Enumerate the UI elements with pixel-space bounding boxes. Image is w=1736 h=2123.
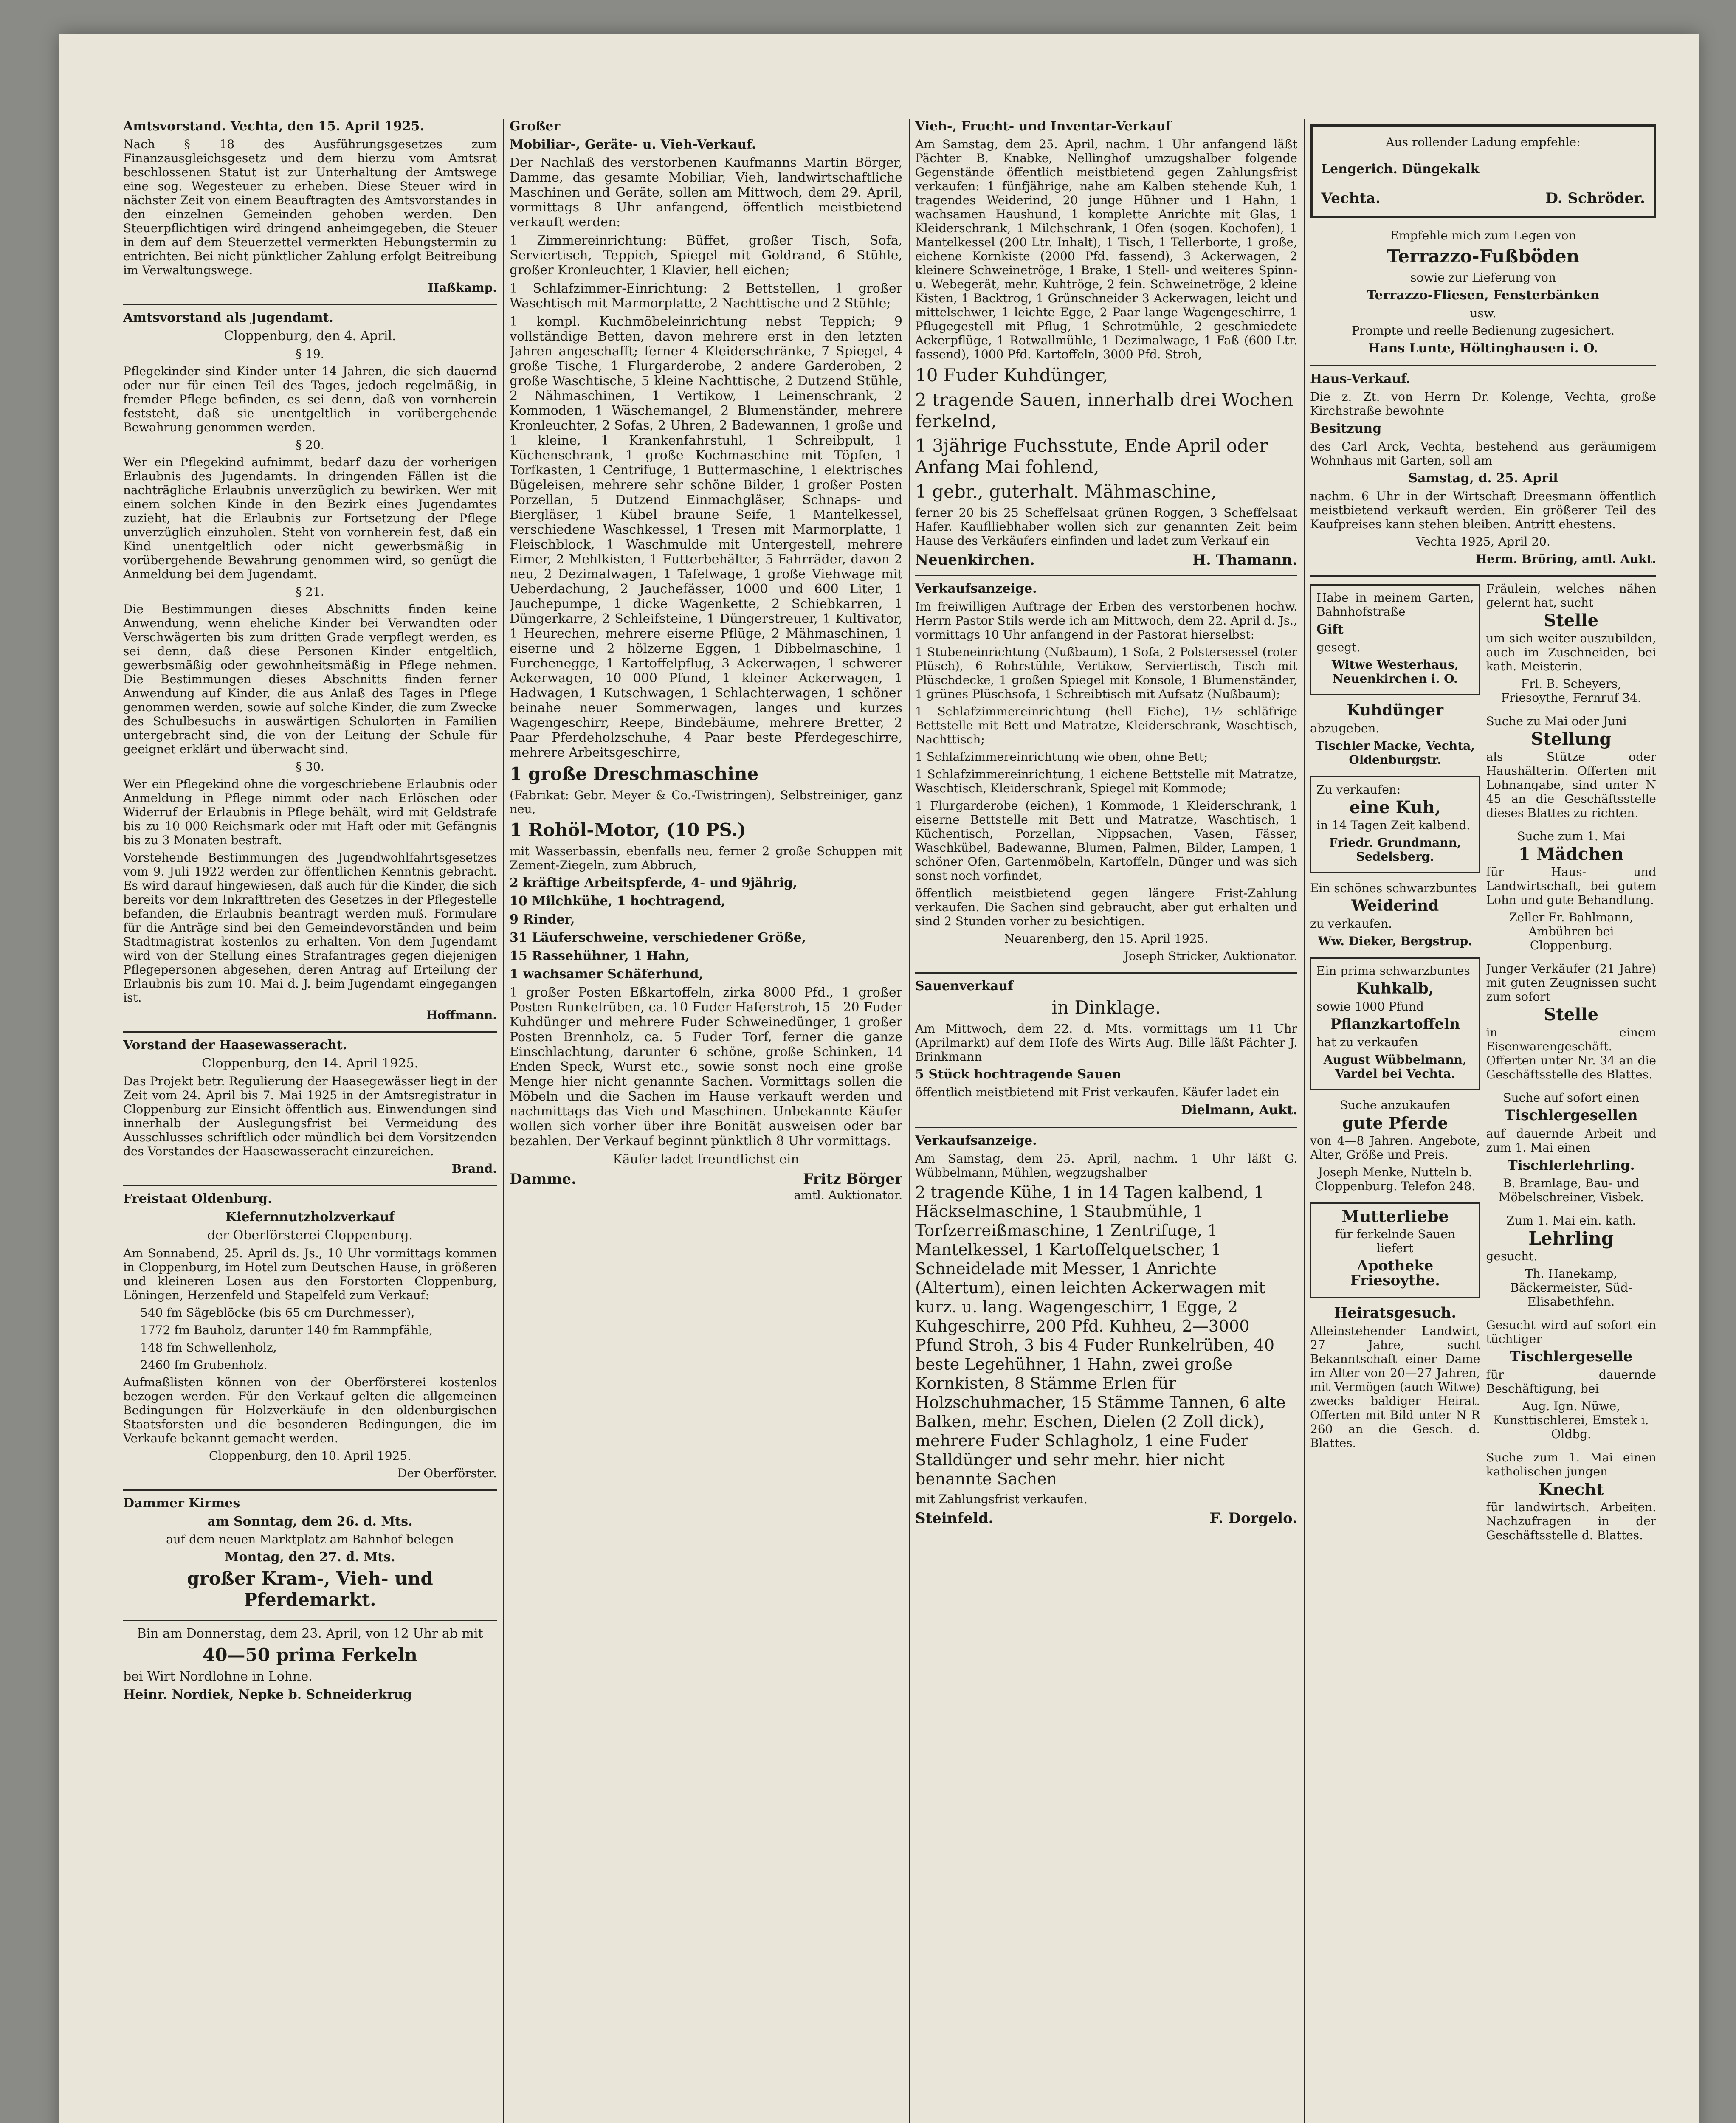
ad-signature: Joseph Menke, Nutteln b. Cloppenburg. Telefon 248. <box>1315 1165 1476 1193</box>
ad-signature: Friedr. Grundmann, Sedelsberg. <box>1329 836 1461 864</box>
ad-signature: Aug. Ign. Nüwe, Kunsttischlerei, Emstek i. Oldbg. <box>1494 1399 1649 1441</box>
divider <box>123 1489 497 1491</box>
ad-signature: Frl. B. Scheyers, Friesoythe, Fernruf 34. <box>1501 677 1641 705</box>
notice-date: Cloppenburg, den 4. April. <box>224 329 396 344</box>
ad-body: Der Nachlaß des verstorbenen Kaufmanns Martin Börger, Damme, das gesamte Mobiliar, Vieh, landwirtschaftliche Maschinen und Geräte, sollen am Mittwoch, dem 29. April, vormittags 8 Uhr anfangend, öffentlich meistbietend verkauft werden: <box>510 155 902 230</box>
ad-line: gesegt. <box>1316 640 1361 654</box>
divider <box>123 1031 497 1033</box>
ad-place: Neuenkirchen. <box>915 552 1035 569</box>
highlight-item: Lehrling <box>1528 1228 1614 1249</box>
highlight-item: 1 Rohöl-Motor, (10 PS.) <box>510 819 746 840</box>
ad-title: Mobiliar-, Geräte- u. Vieh-Verkauf. <box>510 137 756 152</box>
ad-line: Bin am Donnerstag, dem 23. April, von 12 Uhr ab mit <box>137 1626 483 1641</box>
ad-body: für Haus- und Landwirtschaft, bei gutem Lohn und gute Behandlung. <box>1486 865 1656 907</box>
ad-title: Terrazzo-Fußböden <box>1387 246 1580 267</box>
ad-holzverkauf <box>123 1191 497 1484</box>
list-item: 1 Zimmereinrichtung: Büffet, großer Tisch, Sofa, Serviertisch, Teppich, Spiegel mit Goldrand, 6 Stühle, großer Kronleuchter, 1 Klavier, hell eichen; <box>510 233 902 278</box>
highlight-item: 9 Rinder, <box>510 912 575 927</box>
highlight-item: 1 Mädchen <box>1518 844 1624 864</box>
ad-body: um sich weiter auszubilden, auch im Zuschneiden, bei kath. Meisterin. <box>1486 631 1656 673</box>
ad-title: Sauenverkauf <box>915 979 1014 994</box>
ad-line: 40—50 prima Ferkeln <box>203 1644 417 1665</box>
list-item: 1 Stubeneinrichtung (Nußbaum), 1 Sofa, 2 Polstersessel (roter Plüsch), 6 Rohrstühle, Vertikow, Serviertisch, Tisch mit Plüschdecke, 1 großen Spiegel mit Konsole, 1 Blumenständer, 1 grünes Plüschsofa, 1 Schreibtisch mit Aufsatz (Nußbaum); <box>915 645 1297 701</box>
section-heading: § 19. <box>296 347 324 361</box>
ad-title: Freistaat Oldenburg. <box>123 1191 272 1206</box>
ad-signature-row <box>915 551 1297 569</box>
highlight-item: Kuhdünger <box>1347 703 1443 719</box>
ad-date: Neuarenberg, den 15. April 1925. <box>1004 932 1209 946</box>
ad-line: hat zu verkaufen <box>1316 1035 1418 1049</box>
highlight-item: 1 große Dreschmaschine <box>510 763 759 784</box>
ad-line: Suche auf sofort einen <box>1503 1091 1640 1105</box>
ad-signature: Witwe Westerhaus, Neuenkirchen i. O. <box>1331 658 1459 686</box>
ad-tischlergesellen <box>1486 1091 1657 1208</box>
highlight-item: 2 tragende Sauen, innerhalb drei Wochen ferkelnd, <box>915 389 1294 431</box>
divider <box>915 972 1297 974</box>
highlight-item: Tischlergeselle <box>1510 1348 1633 1365</box>
column-2 <box>510 119 902 2123</box>
ad-body: öffentlich meistbietend gegen längere Frist-Zahlung verkaufen. Die Sachen sind gebraucht, aber gut erhalten und sind 2 Stunden vorher zu besichtigen. <box>915 886 1297 928</box>
notice-heading: Vorstand der Haasewasseracht. <box>123 1038 347 1053</box>
ad-sauenverkauf <box>915 979 1297 1121</box>
ad-line: gesucht. <box>1486 1249 1538 1263</box>
ad-dammer-kirmes <box>123 1496 497 1614</box>
ad-signature-row <box>915 1509 1297 1527</box>
ad-body: nachm. 6 Uhr in der Wirtschaft Dreesmann öffentlich meistbietend verkauft werden. Ein größerer Teil des Kaufpreises kann stehen bleiben. Antritt ehestens. <box>1310 489 1656 531</box>
small-ads-right <box>1486 582 1657 1551</box>
ad-subtitle: Kiefernnutzholzverkauf <box>225 1210 395 1225</box>
column-4 <box>1310 119 1656 2123</box>
ad-inventar-verkauf <box>915 119 1297 569</box>
notice-body: Nach § 18 des Ausführungsgesetzes zum Finanzausgleichsgesetz und dem hierzu vom Amtsrat beschlossenen Statut ist zur Unterhaltung der Amtswege eine sog. Wegesteuer zu erheben. Diese Steuer wird in nächster Zeit von einem Beauftragten des Amtsvorstandes in den einzelnen Gemeinden gehoben werden. Den Steuerpflichtigen wird dringend anheimgegeben, die Steuer in dem auf dem Steuerzettel vermerkten Hebungstermin zu entrichten. Bei nicht pünktlicher Zahlung erfolgt Beitreibung im Verwaltungswege. <box>123 137 497 277</box>
ad-signature: Th. Hanekamp, Bäckermeister, Süd-Elisabethfehn. <box>1510 1267 1632 1309</box>
ad-line: Junger Verkäufer (21 Jahre) mit guten Zeugnissen sucht zum sofort <box>1486 962 1656 1004</box>
ad-heiratsgesuch <box>1310 1306 1480 1453</box>
ad-body: ferner 20 bis 25 Scheffelsaat grünen Roggen, 3 Scheffelsaat Hafer. Kauflliebhaber wollen sich zur genannten Zeit beim Hause des Verkäufers einfinden und ladet zum Verkauf ein <box>915 506 1297 548</box>
ad-signature: Hans Lunte, Höltinghausen i. O. <box>1368 341 1598 356</box>
section-text: Wer ein Pflegekind aufnimmt, bedarf dazu der vorherigen Erlaubnis des Jugendamts. In dringenden Fällen ist die nachträgliche Erlaubnis unverzüglich zu bewirken. Wer mit einem solchen Kinde in den Bezirk eines Jugendamtes zuzieht, hat die Erlaubnis zur Fortsetzung der Pflege unverzüglich einzuholen. Steht von vornherein fest, daß ein Kind unentgeltlich oder nicht gewerbsmäßig in vorübergehende Bewahrung genommen wird, so genügt die Anmeldung bei dem Jugendamt. <box>123 455 497 581</box>
ad-tischlergeselle <box>1486 1318 1657 1444</box>
ad-line: am Sonntag, dem 26. d. Mts. <box>207 1514 413 1529</box>
divider <box>123 1620 497 1621</box>
ad-mobiliar-verkauf <box>510 119 902 1205</box>
column-1 <box>123 119 497 2123</box>
notice-haasewasseracht <box>123 1038 497 1179</box>
ad-terrazzo <box>1310 228 1656 359</box>
highlight-item: 5 Stück hochtragende Sauen <box>915 1067 1122 1082</box>
ad-lehrling <box>1486 1214 1657 1312</box>
ad-line: sowie 1000 Pfund <box>1316 1000 1424 1014</box>
section-text: Pflegekinder sind Kinder unter 14 Jahren, die sich dauernd oder nur für einen Teil des Tages, jedoch regelmäßig, in fremder Pflege befinden, es sei denn, daß von vornherein feststeht, daß sie unentgeltlich in vorübergehende Bewahrung genommen werden. <box>123 364 497 434</box>
highlight-item: Weiderind <box>1351 897 1439 915</box>
column-rule <box>909 119 910 2123</box>
ad-signature: Herm. Bröring, amtl. Aukt. <box>1475 552 1656 566</box>
ad-body: auf dauernde Arbeit und zum 1. Mai einen <box>1486 1126 1656 1154</box>
ad-title: Lengerich. Düngekalk <box>1321 162 1480 177</box>
ad-kuhkalb <box>1310 957 1480 1090</box>
ad-title: Haus-Verkauf. <box>1310 372 1411 386</box>
ad-body: des Carl Arck, Vechta, bestehend aus geräumigem Wohnhaus mit Garten, soll am <box>1310 439 1656 467</box>
ad-body: von 4—8 Jahren. Angebote, Alter, Größe und Preis. <box>1310 1134 1480 1162</box>
ad-signature: Heinr. Nordiek, Nepke b. Schneiderkrug <box>123 1687 412 1702</box>
ad-signature: Tischler Macke, Vechta, Oldenburgstr. <box>1315 739 1475 767</box>
ad-signature: Der Oberförster. <box>397 1466 497 1480</box>
highlight-item: Pflanzkartoffeln <box>1330 1016 1460 1033</box>
ad-line: Gesucht wird auf sofort ein tüchtiger <box>1486 1318 1656 1346</box>
small-ads-grid <box>1310 582 1656 1551</box>
highlight-item: Mutterliebe <box>1341 1207 1449 1226</box>
ad-line: Fräulein, welches nähen gelernt hat, sucht <box>1486 582 1656 610</box>
ad-body: Am Sonnabend, 25. April ds. Js., 10 Uhr vormittags kommen in Cloppenburg, im Hotel zum Deutschen Hause, in größeren und kleineren Losen aus den Forstorten Cloppenburg, Löningen, Herzenfeld und Stapelfeld zum Verkauf: <box>123 1246 497 1302</box>
column-rule <box>503 119 504 2123</box>
ad-body: in einem Eisenwarengeschäft. Offerten unter Nr. 34 an die Geschäftsstelle des Blattes. <box>1486 1025 1656 1081</box>
ad-verkaufsanzeige-muehlen <box>915 1133 1297 1527</box>
divider <box>123 1185 497 1186</box>
ad-mutterliebe <box>1310 1202 1480 1298</box>
ad-line: Zum 1. Mai ein. kath. <box>1506 1214 1636 1228</box>
notice-date: Cloppenburg, den 14. April 1925. <box>201 1056 419 1071</box>
ad-stelle-naeherin <box>1486 582 1657 708</box>
notice-signature: Brand. <box>451 1162 497 1176</box>
highlight-item: Knecht <box>1539 1480 1604 1499</box>
ad-line: großer Kram-, Vieh- und Pferdemarkt. <box>187 1568 433 1610</box>
ad-signature: F. Dorgelo. <box>1209 1510 1297 1527</box>
ad-stelle-verkaeufer <box>1486 962 1657 1085</box>
highlight-item: Stellung <box>1531 729 1612 749</box>
ad-signature-title: amtl. Auktionator. <box>794 1188 902 1202</box>
ad-body: Im freiwilligen Auftrage der Erben des verstorbenen hochw. Herrn Pastor Stils werde ich am Mittwoch, dem 22. April d. Js., vormittags 10 Uhr anfangend in der Pastorat hierselbst: <box>915 600 1297 642</box>
ad-line: bei Wirt Nordlohne in Lohne. <box>123 1669 313 1684</box>
ad-signature: Fritz Börger <box>803 1171 902 1188</box>
ad-subtitle: in Dinklage. <box>1051 997 1161 1018</box>
divider <box>123 304 497 305</box>
divider <box>1310 365 1656 366</box>
ad-signature: H. Thamann. <box>1192 552 1297 569</box>
ad-pferde <box>1310 1098 1480 1197</box>
ad-weiderind <box>1310 881 1480 952</box>
ad-line: Habe in meinem Garten, Bahnhofstraße <box>1316 591 1474 619</box>
ad-line: in 14 Tagen Zeit kalbend. <box>1316 818 1471 832</box>
divider <box>1310 575 1656 577</box>
list-item: 1 Flurgarderobe (eichen), 1 Kommode, 1 Kleiderschrank, 1 eiserne Bettstelle mit Bett und Matratze, Waschtisch, 1 Küchentisch, Porzellan, Nippsachen, Vasen, Fässer, Waschkübel, Badewanne, Blumen, Palmen, Bilder, Lampen, 1 schöner Ofen, Gartenmöbeln, Kartoffeln, Dünger und was sich sonst noch vorfindet, <box>915 799 1297 883</box>
list-item: 2460 fm Grubenholz. <box>140 1358 268 1372</box>
ad-body: für dauernde Beschäftigung, bei <box>1486 1368 1656 1396</box>
list-item: 1 Schlafzimmereinrichtung, 1 eichene Bettstelle mit Matratze, Waschtisch, Kleiderschrank, Spiegel mit Kommode; <box>915 767 1297 795</box>
highlight-item: 10 Fuder Kuhdünger, <box>915 365 1108 386</box>
ad-date: Cloppenburg, den 10. April 1925. <box>209 1449 411 1463</box>
ad-body: mit Zahlungsfrist verkaufen. <box>915 1492 1088 1506</box>
notice-heading: Amtsvorstand. Vechta, den 15. April 1925. <box>123 119 424 134</box>
highlight-item: 10 Milchkühe, 1 hochtragend, <box>510 894 726 909</box>
item-detail: mit Wasserbassin, ebenfalls neu, ferner 2 große Schuppen mit Zement-Ziegeln, zum Abbruch, <box>510 844 902 872</box>
ad-signature: Ww. Dieker, Bergstrup. <box>1318 934 1472 948</box>
item-detail: (Fabrikat: Gebr. Meyer & Co.-Twistringen), Selbstreiniger, ganz neu, <box>510 788 902 816</box>
list-item: 148 fm Schwellenholz, <box>140 1340 277 1354</box>
ad-line: Aus rollender Ladung empfehle: <box>1386 135 1581 149</box>
list-item: 1 Schlafzimmereinrichtung (hell Eiche), 1½ schläfrige Bettstelle mit Bett und Matratze, Kleiderschrank, Waschtisch, Nachttisch; <box>915 704 1297 746</box>
newspaper-page <box>59 34 1699 2123</box>
ad-title: Terrazzo-Fliesen, Fensterbänken <box>1367 288 1600 303</box>
highlight-item: 1 gebr., guterhalt. Mähmaschine, <box>915 481 1217 502</box>
ad-line: Suche zu Mai oder Juni <box>1486 714 1627 728</box>
highlight-item: 31 Läuferschweine, verschiedener Größe, <box>510 930 806 945</box>
ad-place: Steinfeld. <box>915 1510 994 1527</box>
notice-heading: Amtsvorstand als Jugendamt. <box>123 310 333 325</box>
column-3 <box>915 119 1297 2123</box>
highlight-item: Besitzung <box>1310 421 1382 436</box>
ad-signature: D. Schröder. <box>1545 190 1645 207</box>
section-heading: § 20. <box>296 438 324 452</box>
ad-line: Empfehle mich zum Legen von <box>1390 228 1576 242</box>
ad-line: Suche zum 1. Mai einen katholischen jungen <box>1486 1450 1656 1478</box>
highlight-item: Tischlerlehrling. <box>1507 1157 1635 1173</box>
highlight-item: Gift <box>1316 622 1344 637</box>
ad-signature-row <box>1321 189 1645 207</box>
highlight-item: 2 tragende Kühe, 1 in 14 Tagen kalbend, 1 Häckselmaschine, 1 Staubmühle, 1 Torfzerreißmaschine, 1 Zentrifuge, 1 Mantelkessel, 1 Kartoffelquetscher, 1 Schneidelade mit Messer, 1 Anrichte (Altertum), einen leichten Ackerwagen mit kurz. u. lang. Wagengeschirr, 1 Egge, 2 Kuhgeschirre, 200 Pfd. Kuhheu, 2—3000 Pfund Stroh, 3 bis 4 Fuder Runkelrüben, 40 beste Legehühner, 1 Hahn, zwei große Kornkisten, 8 Stämme Erlen für Holzschuhmacher, 15 Stämme Tannen, 6 alte Balken, mehr. Eschen, Dielen (2 Zoll dick), mehrere Fuder Schlagholz, 1 eine Fuder Stalldünger und sehr mehr. hier nicht benannte Sachen <box>915 1183 1286 1488</box>
ad-title: Verkaufsanzeige. <box>915 1133 1037 1148</box>
section-text: Wer ein Pflegekind ohne die vorgeschriebene Erlaubnis oder Anmeldung in Pflege nimmt oder nach Erlöschen oder Widerruf der Erlaubnis in Pflege behält, wird mit Geldstrafe bis zu 10 000 Reichsmark oder mit Haft oder mit Gefängnis bis zu 3 Monaten bestraft. <box>123 777 497 847</box>
notice-wegesteuer <box>123 119 497 298</box>
highlight-item: 15 Rassehühner, 1 Hahn, <box>510 949 690 963</box>
ad-line: Prompte und reelle Bedienung zugesichert. <box>1351 324 1615 338</box>
ad-duengekalk <box>1310 124 1656 218</box>
ad-body: 1 großer Posten Eßkartoffeln, zirka 8000 Pfd., 1 großer Posten Runkelrüben, ca. 10 Fuder Haferstroh, 15—20 Fuder Kuhdünger und mehrere Fuder Schweinedünger, 1 großer Posten Brennholz, ca. 5 Fuder Torf, ferner die ganze Einschlachtung, darunter 6 schöne, große Schinken, 14 Enden Speck, Wurst etc., sowie sonst noch eine große Menge hier nicht genannte Sachen. Vormittags sollen die Möbeln und die Sachen im Hause verkauft werden und nachmittags das Vieh und Maschinen. Unbekannte Käufer wollen sich vorher über ihre Bonität ausweisen oder bar bezahlen. Der Verkauf beginnt pünktlich 8 Uhr vormittags. <box>510 985 902 1149</box>
ad-body: Am Samstag, dem 25. April, nachm. 1 Uhr anfangend läßt Pächter B. Knabke, Nellinghof umzugshalber folgende Gegenstände öffentlich meistbietend gegen Zahlungsfrist verkaufen: 1 fünfjährige, nahe am Kalben stehende Kuh, 1 tragendes Weiderind, 20 junge Hühner und 1 Hahn, 1 wachsamen Haushund, 1 komplette Anrichte mit Glas, 1 Kleiderschrank, 1 Milchschrank, 1 Ofen (sogen. Kochofen), 1 Mantelkessel (200 Ltr. Inhalt), 1 Tisch, 1 Tellerborte, 1 große, eichene Kornkiste (2000 Pfd. fassend), 3 Ackerwagen, 2 kleinere Schweinetröge, 1 Brake, 1 Stell- und weiteres Spinn- u. Webegerät, mehr. Kuhtröge, 2 fein. Schweinetröge, 2 kleine Kisten, 1 Backtrog, 1 Grünschneider 3 Ackerwagen, leicht und mittelschwer, 1 leichte Egge, 2 Paar lange Wagengeschirre, 1 Pflugegestell mit Pflug, 1 Schrotmühle, 2 geschmiedete Ackerpflüge, 1 Rotwallmühle, 1 Dezimalwage, 1 Faß (600 Ltr. fassend), 1000 Pfd. Kartoffeln, 3000 Pfd. Stroh, <box>915 137 1297 361</box>
notice-body: Das Projekt betr. Regulierung der Haasegewässer liegt in der Zeit vom 24. April bis 7. Mai 1925 in der Amtsregistratur in Cloppenburg zur Einsicht öffentlich aus. Einwendungen sind innerhalb der Auslegungsfrist bei Vermeidung des Ausschlusses schriftlich oder mündlich bei dem Vorsitzenden des Vorstandes der Haasewasseracht einzureichen. <box>123 1074 497 1158</box>
ad-stellung <box>1486 714 1657 823</box>
notice-jugendamt <box>123 310 497 1025</box>
highlight-item: 1 3jährige Fuchsstute, Ende April oder Anfang Mai fohlend, <box>915 435 1268 477</box>
ad-line: sowie zur Lieferung von <box>1410 270 1556 284</box>
highlight-item: Stelle <box>1544 1005 1599 1025</box>
ad-line: Ein schönes schwarzbuntes <box>1310 881 1477 895</box>
ad-body: Am Samstag, dem 25. April, nachm. 1 Uhr läßt G. Wübbelmann, Mühlen, wegzugshalber <box>915 1152 1297 1180</box>
ad-line: Suche anzukaufen <box>1339 1098 1451 1112</box>
ad-verkaufsanzeige-pastorat <box>915 581 1297 966</box>
ad-haus-verkauf <box>1310 372 1656 569</box>
ad-body: als Stütze oder Haushälterin. Offerten mit Lohnangabe, sind unter N 45 an die Geschäftsstelle dieses Blattes zu richten. <box>1486 750 1656 820</box>
ad-body: für ferkelnde Sauen liefert <box>1335 1227 1455 1255</box>
ad-line: zu verkaufen. <box>1310 917 1392 931</box>
list-item: 1 kompl. Kuchmöbeleinrichtung nebst Teppich; 9 vollständige Betten, davon mehrere erst in den letzten Jahren angeschafft; ferner 4 Kleiderschränke, 7 Spiegel, 4 große Tische, 1 Flurgarderobe, 2 andere Garderoben, 2 große Waschtische, 5 kleine Nachttische, 2 Dutzend Stühle, 2 Nähmaschinen, 1 Vertikow, 1 Leinenschrank, 2 Kommoden, 1 Wäschemangel, 2 Blumenständer, mehrere Kronleuchter, 2 Sofas, 2 Uhren, 2 Badewannen, 1 große und 1 kleine, 1 Krankenfahrstuhl, 1 Schreibpult, 1 Küchenschrank, 1 große Kochmaschine mit Töpfen, 1 Torfkasten, 1 Centrifuge, 1 Buttermaschine, 1 elektrisches Bügeleisen, mehrere sehr schöne Bilder, 1 großer Posten Porzellan, 5 Dutzend Einmachgläser, Schnaps- und Biergläser, 1 Kübel braune Seife, 1 Mantelkessel, verschiedene Waschkessel, 1 Tresen mit Marmorplatte, 1 Fleischblock, 1 Waschmulde mit Untergestell, mehrere Eimer, 2 Mehlkisten, 1 Futterbehälter, 5 Fahrräder, davon 2 neu, 2 Dezimalwagen, 1 Tafelwage, 1 große Viehwage mit Ueberdachung, 2 Jauchefässer, 1000 und 600 Liter, 1 Jauchepumpe, 1 dicke Wagenkette, 2 Schiebkarren, 1 Düngerkarre, 2 Schleifsteine, 1 Düngerstreuer, 1 Kultivator, 1 Heurechen, mehrere eiserne Pflüge, 2 Mähmaschinen, 1 eiserne und 2 hölzerne Eggen, 1 Dibbelmaschine, 1 Furchenegge, 1 Kartoffelpflug, 3 Ackerwagen, 1 schwerer Ackerwagen, 10 000 Pfund, 1 kleiner Ackerwagen, 1 Hadwagen, 1 Kutschwagen, 1 Schlachterwagen, 1 schöner beinahe neuer Sommerwagen, langes und kurzes Wagengeschirr, Reepe, Bindebäume, mehrere Bretter, 2 Paar Pferdeholzschuhe, 4 Paar beste Pferdegeschirre, mehrere Arbeitsgeschirre, <box>510 314 902 760</box>
ad-signature: Zeller Fr. Bahlmann, Ambühren bei Cloppenburg. <box>1509 910 1634 952</box>
ad-line: usw. <box>1470 306 1496 320</box>
ad-knecht <box>1486 1450 1657 1546</box>
notice-signature: Hoffmann. <box>426 1008 497 1022</box>
list-item: 540 fm Sägeblöcke (bis 65 cm Durchmesser), <box>140 1306 415 1320</box>
ad-body: Aufmaßlisten können von der Oberförsterei kostenlos bezogen werden. Für den Verkauf gelten die allgemeinen Bedingungen für Holzverkäufe in den oldenburgischen Staatsforsten und die besonderen Bedingungen, die im Verkaufe bekannt gemacht werden. <box>123 1375 497 1445</box>
highlight-item: gute Pferde <box>1342 1113 1448 1132</box>
ad-subtitle: der Oberförsterei Cloppenburg. <box>207 1228 413 1243</box>
ad-signature: August Wübbelmann, Vardel bei Vechta. <box>1323 1053 1467 1081</box>
ad-place: Damme. <box>510 1171 576 1188</box>
ad-body: öffentlich meistbietend mit Frist verkaufen. Käufer ladet ein <box>915 1085 1279 1099</box>
divider <box>915 1127 1297 1128</box>
divider <box>915 575 1297 576</box>
ad-title: Verkaufsanzeige. <box>915 581 1037 596</box>
small-ads-left <box>1310 582 1480 1551</box>
ad-date: Samstag, d. 25. April <box>1408 471 1558 486</box>
ad-line: Montag, den 27. d. Mts. <box>225 1550 395 1565</box>
section-heading: § 21. <box>296 585 324 599</box>
ad-ferkel <box>123 1626 497 1706</box>
list-item: 1772 fm Bauholz, darunter 140 fm Rammpfähle, <box>140 1323 433 1337</box>
ad-line: Ein prima schwarzbuntes <box>1316 964 1470 978</box>
notice-body: Vorstehende Bestimmungen des Jugendwohlfahrtsgesetzes vom 9. Juli 1922 werden zur öffentlichen Kenntnis gebracht. Es wird darauf hingewiesen, daß auch für die Kinder, die sich bereits vor dem Inkrafttreten des Gesetzes in der Pflegestelle befanden, die Erlaubnis beantragt werden muß. Formulare für die Anträge sind bei den Gemeindevorständen und beim Stadtmagistrat kostenlos zu erhalten. Von dem Jugendamt wird von der Stellung eines Strafantrages gegen diejenigen Pflegepersonen abgesehen, deren Antrag auf Erteilung der Erlaubnis bis zum 10. Mai d. J. beim Jugendamt eingegangen ist. <box>123 850 497 1005</box>
ad-line: Vechta 1925, April 20. <box>1416 535 1550 549</box>
highlight-item: 2 kräftige Arbeitspferde, 4- und 9jährig, <box>510 876 798 890</box>
ad-kuh <box>1310 776 1480 873</box>
highlight-item: Kuhkalb, <box>1356 980 1434 997</box>
highlight-item: 1 wachsamer Schäferhund, <box>510 967 703 982</box>
highlight-item: Tischlergesellen <box>1504 1107 1638 1124</box>
ad-body: für landwirtsch. Arbeiten. Nachzufragen in der Geschäftsstelle d. Blattes. <box>1486 1500 1656 1542</box>
ad-maedchen <box>1486 829 1657 956</box>
highlight-item: Stelle <box>1544 611 1599 631</box>
highlight-item: Heiratsgesuch. <box>1334 1306 1457 1321</box>
column-rule <box>1304 119 1305 2123</box>
ad-invite: Käufer ladet freundlichst ein <box>613 1152 799 1167</box>
ad-signature: Joseph Stricker, Auktionator. <box>1124 949 1297 963</box>
ad-title: Vieh-, Frucht- und Inventar-Verkauf <box>915 119 1171 134</box>
ad-signature-row <box>510 1170 902 1188</box>
ad-line: abzugeben. <box>1310 721 1380 735</box>
ad-body: Die z. Zt. von Herrn Dr. Kolenge, Vechta, große Kirchstraße bewohnte <box>1310 390 1656 418</box>
ad-body: Am Mittwoch, dem 22. d. Mts. vormittags um 11 Uhr (Aprilmarkt) auf dem Hofe des Wirts Aug. Bille läßt Pächter J. Brinkmann <box>915 1022 1297 1064</box>
section-heading: § 30. <box>296 760 324 774</box>
ad-place: Vechta. <box>1321 190 1381 207</box>
list-item: 1 Schlafzimmer-Einrichtung: 2 Bettstellen, 1 großer Waschtisch mit Marmorplatte, 2 Nachttische und 2 Stühle; <box>510 281 902 311</box>
highlight-item: Apotheke Friesoythe. <box>1350 1257 1440 1289</box>
ad-gift <box>1310 584 1480 695</box>
section-text: Die Bestimmungen dieses Abschnitts finden keine Anwendung, wenn eheliche Kinder bei Verwandten oder Verschwägerten bis zum dritten Grade verpflegt werden, es sei denn, daß diese Personen Kinder entgeltlich, gewerbsmäßig oder gewohnheitsmäßig in Pflege nehmen. Die Bestimmungen dieses Abschnitts finden ferner Anwendung auf Kinder, die aus Anlaß des Tages in Pflege genommen werden, sowie auf solche Kinder, die zum Zwecke des Schulbesuchs in auswärtigen Schulorten in Familien untergebracht sind, die von der Leitung der Schule für geeignet erklärt und überwacht sind. <box>123 602 497 756</box>
highlight-item: eine Kuh, <box>1349 797 1441 817</box>
notice-signature: Haßkamp. <box>428 281 497 295</box>
ad-line: auf dem neuen Marktplatz am Bahnhof belegen <box>166 1532 454 1546</box>
ad-signature: Dielmann, Aukt. <box>1181 1103 1297 1118</box>
ad-signature: B. Bramlage, Bau- und Möbelschreiner, Visbek. <box>1498 1176 1644 1204</box>
ad-line: Zu verkaufen: <box>1316 783 1401 797</box>
ad-body: Alleinstehender Landwirt, 27 Jahre, sucht Bekanntschaft einer Dame im Alter von 20—27 Jahren, mit Vermögen (auch Witwe) zwecks baldiger Heirat. Offerten mit Bild unter N R 260 an die Gesch. d. Blattes. <box>1310 1324 1480 1450</box>
ad-kuhduenger <box>1310 703 1480 770</box>
ad-line: Suche zum 1. Mai <box>1517 829 1626 843</box>
list-item: 1 Schlafzimmereinrichtung wie oben, ohne Bett; <box>915 750 1208 764</box>
ad-title-prefix: Großer <box>510 119 561 134</box>
ad-title: Dammer Kirmes <box>123 1496 240 1511</box>
